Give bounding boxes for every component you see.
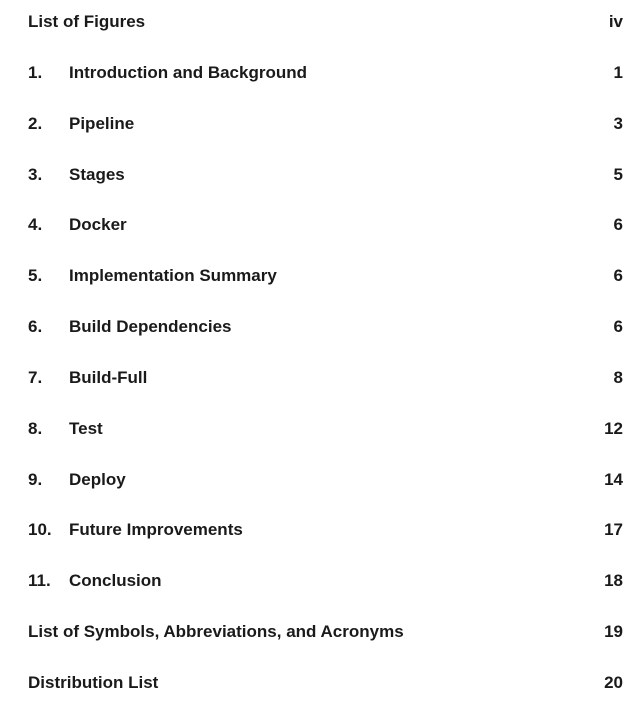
toc-entry-number: 5.: [28, 266, 43, 285]
toc-entry-section-8[interactable]: [0, 415, 641, 443]
toc-entry-page: 17: [604, 520, 623, 539]
toc-entry-section-9[interactable]: [0, 466, 641, 494]
toc-entry-section-10[interactable]: [0, 516, 641, 544]
toc-entry-number: 4.: [28, 215, 43, 234]
toc-entry-number: 1.: [28, 63, 43, 82]
toc-entry-page: 19: [604, 622, 623, 641]
toc-entry-section-3[interactable]: [0, 161, 641, 189]
toc-entry-title: Implementation Summary: [69, 266, 277, 285]
toc-entry-section-7[interactable]: [0, 364, 641, 392]
toc-entry-title: Build Dependencies: [69, 317, 232, 336]
toc-entry-title: Deploy: [69, 470, 126, 489]
toc-entry-section-2[interactable]: [0, 110, 641, 138]
toc-entry-title: Pipeline: [69, 114, 135, 133]
toc-entry-page: 6: [613, 215, 623, 234]
toc-entry-section-5[interactable]: [0, 262, 641, 290]
toc-entry-list-of-symbols[interactable]: [0, 618, 641, 646]
toc-entry-title: Build-Full: [69, 368, 148, 387]
toc-entry-number: 2.: [28, 114, 43, 133]
toc-entry-title: Introduction and Background: [69, 63, 307, 82]
toc-entry-page: 3: [613, 114, 623, 133]
toc-entry-page: 6: [613, 317, 623, 336]
toc-entry-number: 10.: [28, 520, 52, 539]
toc-entry-page: 14: [604, 470, 623, 489]
toc-entry-list-of-figures[interactable]: [0, 8, 641, 36]
toc-entry-section-11[interactable]: [0, 567, 641, 595]
toc-entry-number: 7.: [28, 368, 43, 387]
toc-entry-page: 1: [613, 63, 623, 82]
toc-entry-page: 8: [613, 368, 623, 387]
toc-entry-section-6[interactable]: [0, 313, 641, 341]
toc-entry-number: 6.: [28, 317, 43, 336]
toc-entry-title: Conclusion: [69, 571, 162, 590]
toc-entry-page: 18: [604, 571, 623, 590]
toc-entry-title: Docker: [69, 215, 127, 234]
toc-entry-distribution-list[interactable]: [0, 669, 641, 697]
toc-entry-number: 11.: [28, 571, 51, 590]
toc-entry-page: 12: [604, 419, 623, 438]
toc-entry-page: 20: [604, 673, 623, 692]
toc-entry-title: Stages: [69, 165, 125, 184]
toc-entry-number: 3.: [28, 165, 43, 184]
toc-entry-number: 9.: [28, 470, 43, 489]
toc-entry-section-1[interactable]: [0, 59, 641, 87]
toc-entry-title: Distribution List: [28, 673, 159, 692]
toc-entry-page: 6: [613, 266, 623, 285]
toc-entry-number: 8.: [28, 419, 43, 438]
toc-entry-section-4[interactable]: [0, 211, 641, 239]
toc-entry-title: List of Symbols, Abbreviations, and Acronyms: [28, 622, 404, 641]
toc-entry-title: Future Improvements: [69, 520, 243, 539]
toc-entry-title: List of Figures: [28, 12, 146, 31]
toc-entry-page: iv: [608, 12, 623, 31]
toc-entry-page: 5: [613, 165, 623, 184]
toc-entry-title: Test: [69, 419, 103, 438]
